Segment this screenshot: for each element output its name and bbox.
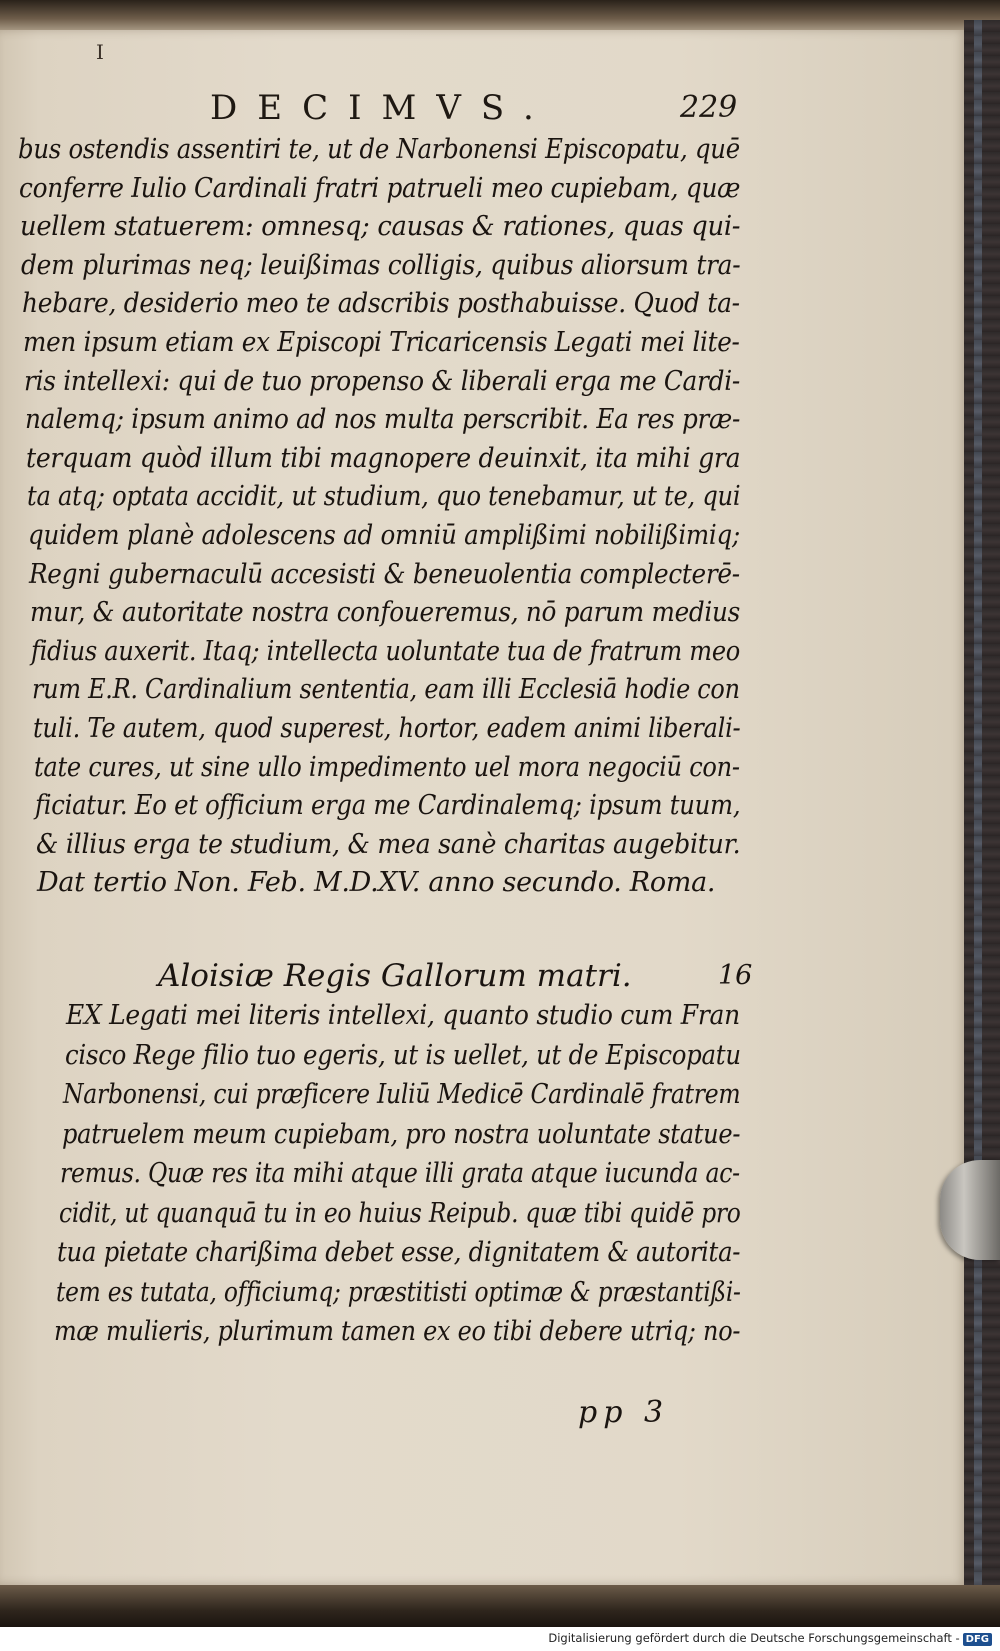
text-line: ficiatur. Eo et officium erga me Cardinalemq; ipsum tuum,: [35, 790, 741, 822]
text-line: uellem statuerem: omnesq; causas & rationes, quas qui-: [20, 211, 741, 243]
text-line: Narbonensi, cui præficere Iuliū Medicē Cardinalē fratrem: [63, 1079, 741, 1110]
page-number: 229: [680, 90, 738, 125]
footer-credit-text: Digitalisierung gefördert durch die Deutsche Forschungsgemeinschaft -: [548, 1631, 960, 1645]
signature-mark: pp 3: [578, 1395, 670, 1430]
text-line: rum E.R. Cardinalium sententia, eam illi Ecclesiā hodie con: [32, 674, 740, 706]
text-line: men ipsum etiam ex Episcopi Tricaricensis Legati mei lite-: [23, 327, 740, 358]
text-line: nalemq; ipsum animo ad nos multa perscribit. Ea res præ-: [25, 404, 741, 436]
book-spine-edge: [964, 20, 1000, 1600]
text-line: conferre Iulio Cardinali fratri patrueli meo cupiebam, quæ: [19, 172, 741, 204]
running-header: DECIMVS.: [210, 88, 554, 128]
text-line: patruelem meum cupiebam, pro nostra uoluntate statue-: [61, 1118, 740, 1150]
text-line: ta atq; optata accidit, ut studium, quo tenebamur, ut te, qui: [27, 481, 741, 513]
text-line: bus ostendis assentiri te, ut de Narbonensi Episcopatu, quē: [18, 134, 740, 165]
footer-credit: [548, 1631, 992, 1646]
text-line: ris intellexi: qui de tuo propenso & liberali erga me Cardi-: [24, 365, 740, 397]
book-bottom-edge: [0, 1585, 1000, 1627]
margin-mark: I: [96, 40, 104, 64]
text-line: quidem planè adolescens ad omniū amplißimi nobilißimiq;: [28, 520, 740, 551]
text-line: cisco Rege filio tuo egeris, ut is uellet, ut de Episcopatu: [64, 1039, 741, 1071]
text-line: tate cures, ut sine ullo impedimento uel mora negociū con-: [34, 751, 740, 783]
text-line: tem es tutata, officiumq; præstitisti optimæ & præstantißi-: [55, 1276, 741, 1308]
dfg-logo: DFG: [963, 1633, 992, 1646]
letter-heading: Aloisiæ Regis Gallorum matri.: [158, 958, 632, 994]
text-line: dem plurimas neq; leuißimas colligis, quibus aliorsum tra-: [21, 249, 741, 281]
text-line: Dat tertio Non. Feb. M.D.XV. anno secundo. Roma.: [37, 867, 716, 899]
text-line: EX Legati mei literis intellexi, quanto studio cum Fran: [66, 1000, 740, 1031]
book-top-edge: [0, 0, 1000, 34]
text-line: tua pietate charißima debet esse, dignitatem & autorita-: [57, 1237, 741, 1268]
text-line: terquam quòd illum tibi magnopere deuinxit, ita mihi gra: [26, 442, 741, 474]
text-line: Regni gubernaculū accesisti & beneuolentia complecterē-: [29, 558, 740, 590]
text-line: hebare, desiderio meo te adscribis posthabuisse. Quod ta-: [22, 288, 740, 320]
text-line: mæ mulieris, plurimum tamen ex eo tibi debere utriq; no-: [54, 1316, 741, 1347]
text-line: tuli. Te autem, quod superest, hortor, eadem animi liberali-: [33, 713, 741, 744]
letter-number: 16: [718, 960, 753, 991]
footer-bar: [0, 1627, 1000, 1651]
text-line: mur, & autoritate nostra confoueremus, nō parum medius: [30, 597, 741, 629]
text-line: & illius erga te studium, & mea sanè charitas augebitur.: [36, 828, 741, 860]
text-line: cidit, ut quanquā tu in eo huius Reipub. quæ tibi quidē pro: [58, 1197, 741, 1229]
text-line: fidius auxerit. Itaq; intellecta uoluntate tua de fratrum meo: [31, 635, 740, 667]
text-line: remus. Quæ res ita mihi atque illi grata atque iucunda ac-: [60, 1158, 740, 1189]
page-clip: [940, 1160, 1000, 1260]
